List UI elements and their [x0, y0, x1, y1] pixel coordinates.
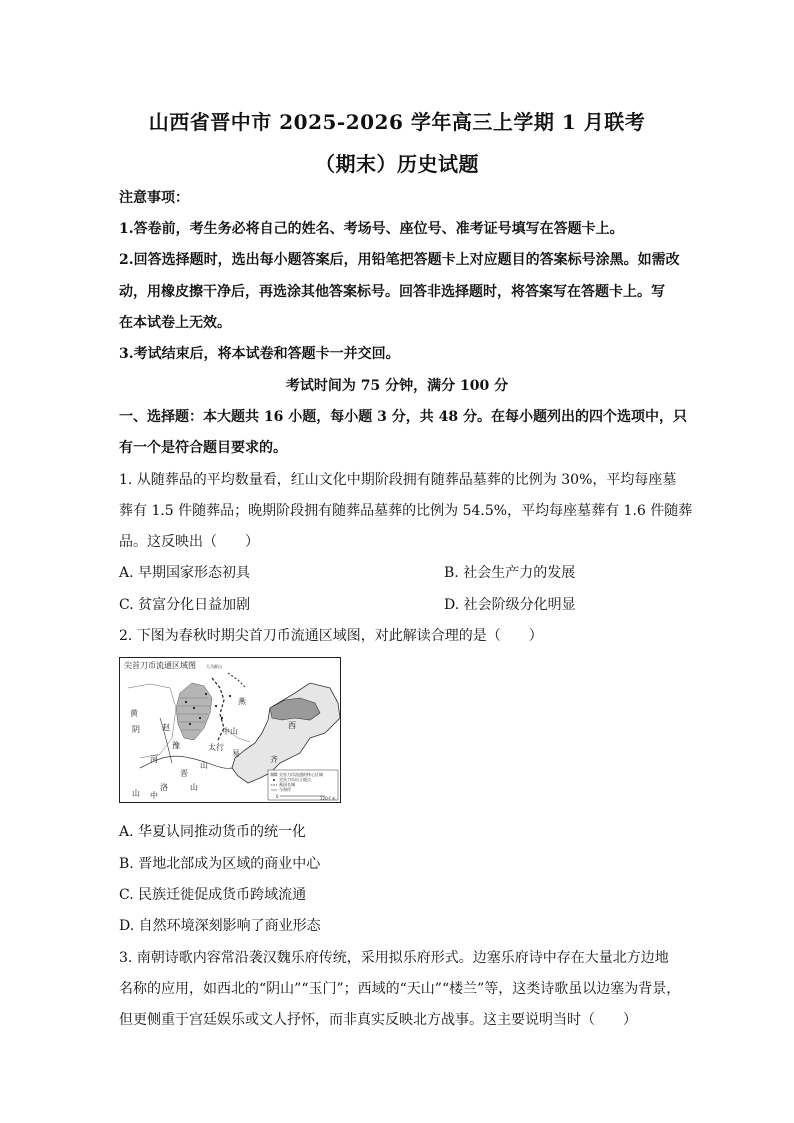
scale-end: 120千米	[320, 796, 336, 801]
q1-option-b: B. 社会生产力的发展	[444, 565, 576, 581]
label-zhao: 赵	[162, 723, 170, 732]
q2-stem: 2. 下图为春秋时期尖首刀币流通区域图，对此解读合理的是（ ）	[119, 628, 543, 644]
coin-circulation-map	[119, 657, 341, 803]
label-damaqunshan: 大马群山	[206, 664, 222, 669]
q3-stem-line-1: 3. 南朝诗歌内容常沿袭汉魏乐府传统，采用拟乐府形式。边塞乐府诗中存在大量北方边地	[119, 950, 669, 966]
q1-option-c: C. 贫富分化日益加剧	[119, 597, 251, 613]
scale-start: 0	[276, 794, 279, 799]
notice-item-3: 3.考试结束后，将本试卷和答题卡一并交回。	[119, 346, 400, 362]
label-zhongshan: 中山	[222, 727, 238, 736]
label-yi: 易	[232, 749, 240, 758]
label-shan: 山	[200, 761, 208, 770]
q1-stem-line-2: 葬有 1.5 件随葬品；晚期阶段拥有随葬品墓葬的比例为 54.5%，平均每座墓葬有 1.6 件随葬	[119, 503, 693, 519]
yan-wall-north	[228, 673, 246, 688]
page-subtitle: （期末）历史试题	[315, 152, 479, 176]
q2-option-d: D. 自然环境深刻影响了商业形态	[119, 918, 321, 934]
q2-option-a: A. 华夏认同推动货币的统一化	[119, 824, 307, 840]
section-1-line-1: 一、选择题：本大题共 16 小题，每小题 3 分，共 48 分。在每小题列出的四个选项中，只	[119, 409, 687, 425]
legend-swatch-dot	[273, 779, 275, 781]
q1-option-d: D. 社会阶级分化明显	[444, 597, 576, 613]
legend-swatch-core	[271, 773, 277, 776]
q3-stem-line-2: 名称的应用，如西北的“阴山”“玉门”；西域的“天山”“楼兰”等，这类诗歌虽以边塞为背景，	[119, 981, 681, 997]
label-luo: 洛	[160, 783, 168, 792]
label-zhong: 中	[150, 791, 158, 800]
q3-stem-line-3: 但更侧重于宫廷娱乐或文人抒怀，而非真实反映北方战事。这主要说明当时（ ）	[119, 1012, 637, 1028]
label-he: 河	[150, 755, 158, 764]
notice-item-2-line-1: 2.回答选择题时，选出每小题答案后，用铅笔把答题卡上对应题目的答案标号涂黑。如需改	[119, 252, 680, 268]
legend-coast: 今海岸	[279, 787, 291, 792]
legend-findspot: 尖首刀币出土地点	[279, 777, 311, 782]
notice-item-2-line-3: 在本试卷上无效。	[119, 315, 231, 331]
label-xi: 西	[288, 721, 296, 730]
q2-option-b: B. 晋地北部成为区域的商业中心	[119, 856, 321, 872]
label-yin: 阴	[132, 725, 140, 734]
boundary-west	[128, 684, 176, 758]
label-qi: 齐	[270, 755, 278, 764]
page-title: 山西省晋中市 2025-2026 学年高三上学期 1 月联考	[148, 110, 646, 134]
map-figure	[120, 658, 340, 802]
map-title: 尖首刀币流通区域图	[124, 661, 196, 670]
notice-heading: 注意事项：	[119, 190, 189, 206]
q1-stem-line-1: 1. 从随葬品的平均数量看，红山文化中期阶段拥有随葬品墓葬的比例为 30%，平均每座墓	[119, 472, 677, 488]
label-shan-2: 山	[190, 783, 198, 792]
label-shan-3: 山	[132, 789, 140, 798]
notice-item-1: 1.答卷前，考生务必将自己的姓名、考场号、座位号、准考证号填写在答题卡上。	[119, 221, 624, 237]
label-taihang: 太行	[208, 743, 224, 752]
section-1-line-2: 有一个是符合题目要求的。	[119, 440, 287, 456]
q2-option-c: C. 民族迁徙促成货币跨域流通	[119, 887, 307, 903]
label-yan: 燕	[238, 697, 246, 706]
q1-option-a: A. 早期国家形态初具	[119, 565, 251, 581]
core-region-blob	[176, 683, 212, 740]
legend-core-region: 尖首刀币流通的核心区域	[279, 772, 323, 777]
exam-info: 考试时间为 75 分钟，满分 100 分	[285, 378, 509, 394]
notice-item-2-line-2: 动，用橡皮擦干净后，再选涂其他答案标号。回答非选择题时，将答案写在答题卡上。写	[119, 284, 665, 300]
label-huang: 黄	[130, 709, 138, 718]
legend-wall: 燕国长城	[279, 782, 295, 787]
label-yu: 豫	[172, 741, 180, 750]
q1-stem-line-3: 品。这反映出（ ）	[119, 534, 259, 550]
label-jin: 晋	[180, 769, 188, 778]
sea-area	[232, 683, 340, 783]
